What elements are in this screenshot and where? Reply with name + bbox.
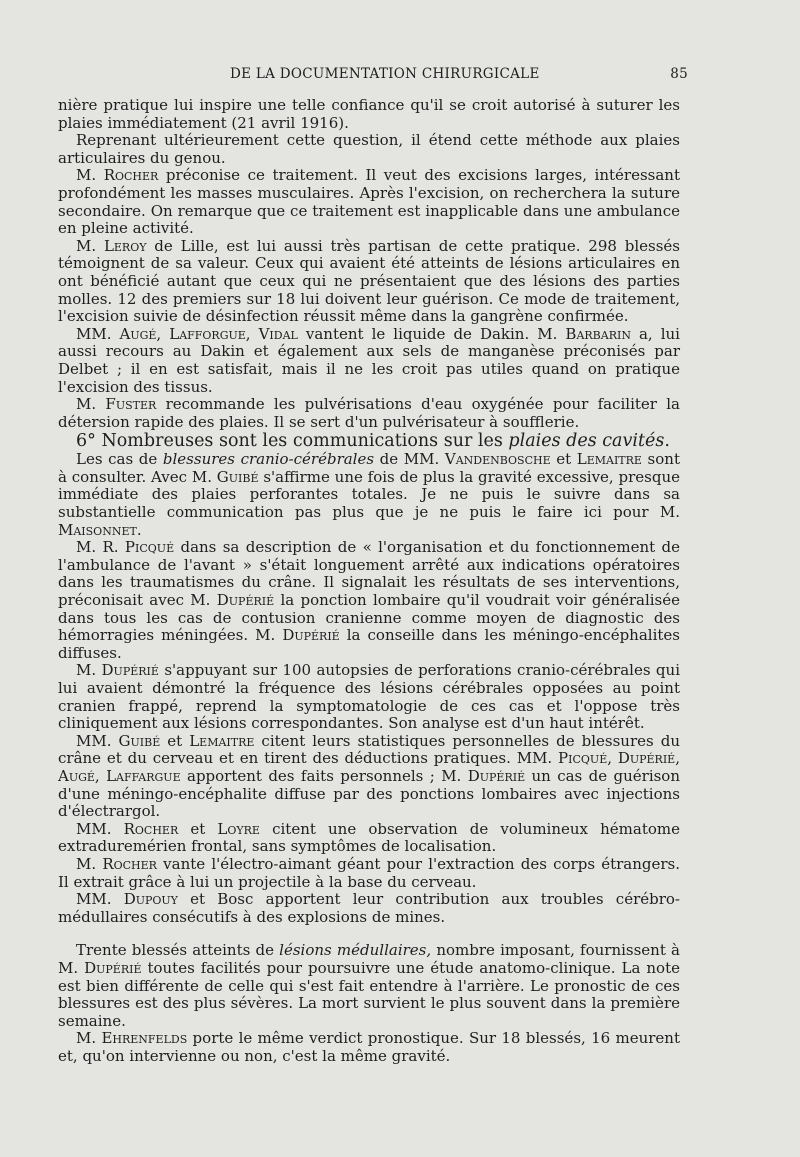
paragraph-text: nombre imposant, fournissent à M. xyxy=(58,941,680,977)
paragraph-text: M. xyxy=(76,1029,102,1048)
paragraph xyxy=(58,856,680,891)
author-name: Rocher xyxy=(102,854,157,873)
author-name: Picqué xyxy=(124,538,175,557)
author-name: Rocher xyxy=(123,819,179,838)
paragraph xyxy=(58,132,680,167)
paragraph-text: Trente blessés atteints de xyxy=(76,941,280,960)
paragraph-text: MM. xyxy=(76,890,124,909)
paragraph-text: porte le même verdict pronostique. Sur 18 blessés, 16 meurent et, qu'on intervienne ou non, c'est la même gravité. xyxy=(58,1029,680,1065)
paragraph-text: s'appuyant sur 100 autopsies de perforations cranio-cérébrales qui lui avaient démontré la fréquence des lésions cérébrales opposées au point cranien frappé, reprend la symptomatologie de ces cas et l'oppose très cliniquement aux lésions correspondantes. Son analyse est d'un haut intérêt. xyxy=(58,661,680,733)
paragraph-text: un cas de guérison d'une méningo-encéphalite diffuse par des ponctions lombaires avec injections d'électrargol. xyxy=(58,766,680,821)
paragraph-text: a, lui aussi recours au Dakin et également aux sels de manganèse préconisés par Delbet ; il en est satisfait, mais il ne les croit pas utiles quand on pratique l'excision des tissus. xyxy=(58,324,680,396)
paragraph-text: s'affirme une fois de plus la gravité excessive, presque immédiate des plaies perforantes totales. Je ne puis le suivre dans sa substantielle communication pas plus que je ne puis le faire ici pour M. xyxy=(58,467,680,522)
paragraph-text: toutes facilités pour poursuivre une étude anatomo-clinique. La note est bien différente de celle qui s'est fait entendre à l'arrière. Le pronostic de ces blessures est des plus sévères. La mort survient le plus souvent dans la première semaine. xyxy=(58,958,680,1030)
paragraph xyxy=(58,733,680,821)
author-name: Maisonnet xyxy=(58,520,137,539)
paragraph-text: de Lille, est lui aussi très partisan de cette pratique. 298 blessés témoignent de sa valeur. Ceux qui avaient été atteints de lésions articulaires en ont bénéficié autant que ceux qui ne présentaient que des lésions des parties molles. 12 des premiers sur 18 lui doivent leur guérison. Ce mode de traitement, l'excision suivie de désinfection réussit même dans la gangrène confirmée. xyxy=(58,236,680,326)
paragraph-text: nière pratique lui inspire une telle confiance qu'il se croit autorisé à suturer les plaies immédiatement (21 avril 1916). xyxy=(58,96,680,132)
paragraph-text: . xyxy=(136,520,142,539)
paragraph xyxy=(58,539,680,662)
author-name: M. Rocher xyxy=(76,166,159,185)
author-name: Lemaitre xyxy=(189,731,255,750)
paragraph-text: citent une observation de volumineux hématome extraduremérien frontal, sans symptômes de localisation. xyxy=(58,819,680,856)
italic-term: blessures cranio-cérébrales xyxy=(162,450,375,469)
paragraph-text: la conseille dans les méningo-encéphalites diffuses. xyxy=(58,626,680,662)
author-name: MM. Augé, Lafforgue, Vidal xyxy=(76,324,298,343)
paragraph-text: et xyxy=(178,819,218,838)
paragraph-text: citent leurs statistiques personnelles de blessures du crâne et du cerveau et en tirent des déductions pratiques. MM. xyxy=(58,731,680,768)
paragraph xyxy=(58,1030,680,1065)
author-name: Guibé xyxy=(118,731,161,750)
page-number: 85 xyxy=(670,66,688,82)
author-name: Loyre xyxy=(217,819,260,838)
heading-italic: plaies des cavités xyxy=(508,431,665,452)
body-text xyxy=(58,97,680,1065)
paragraph xyxy=(58,238,680,326)
author-name: Guibé xyxy=(216,467,259,486)
paragraph-text: Les cas de xyxy=(76,450,163,469)
paragraph-text: vante l'électro-aimant géant pour l'extraction des corps étrangers. Il extrait grâce à lui un projectile à la base du cerveau. xyxy=(58,854,680,891)
paragraph-text: préconise ce traitement. Il veut des excisions larges, intéressant profondément les masses musculaires. Après l'excision, on recherchera la suture secondaire. On remarque que ce traitement est inapplicable dans une ambulance en pleine activité. xyxy=(58,166,680,238)
paragraph xyxy=(58,167,680,237)
author-name: Ehrenfelds xyxy=(101,1029,188,1048)
heading-prefix: 6° Nombreuses sont les communications sur les xyxy=(76,431,509,452)
author-name: Lemaitre xyxy=(576,450,642,469)
paragraph-text: M. xyxy=(76,854,103,873)
paragraph-text: et Bosc apportent leur contribution aux troubles cérébro-médullaires consécutifs à des explosions de mines. xyxy=(58,890,680,926)
paragraph-gap xyxy=(58,926,680,942)
paragraph-text: de MM. xyxy=(374,450,445,469)
paragraph xyxy=(58,662,680,732)
paragraph-text: recommande les pulvérisations d'eau oxygénée pour faciliter la détersion rapide des plaies. Il se sert d'un pulvérisateur à soufflerie. xyxy=(58,395,680,431)
paragraph-text: MM. xyxy=(76,819,124,838)
author-name: Dupérié xyxy=(84,958,142,977)
paragraph xyxy=(58,891,680,926)
paragraph xyxy=(58,97,680,132)
paragraph-text: la ponction lombaire qu'il voudrait voir généralisée dans tous les cas de contusion cranienne comme moyen de diagnostic des hémorragies méningées. M. xyxy=(58,591,680,645)
author-name: Dupérié xyxy=(282,626,340,645)
paragraph-text: Reprenant ultérieurement cette question, il étend cette méthode aux plaies articulaires du genou. xyxy=(58,131,680,167)
author-name: M. Leroy xyxy=(76,236,147,255)
author-name: Picqué, Dupérié, Augé, Laffargue xyxy=(58,749,680,785)
paragraph-text: M. R. xyxy=(76,538,125,557)
author-name: M. Dupérié xyxy=(76,661,159,680)
paragraph-text: et xyxy=(550,450,577,469)
paragraph-text: apportent des faits personnels ; M. xyxy=(180,766,468,785)
author-name: M. Fuster xyxy=(76,395,157,414)
paragraph xyxy=(58,396,680,431)
author-name: Dupouy xyxy=(123,890,178,909)
paragraph-text: MM. xyxy=(76,731,119,750)
paragraph-text: et xyxy=(160,731,190,750)
author-name: Vandenbosche xyxy=(444,450,551,469)
paragraph xyxy=(58,451,680,539)
italic-term: lésions médullaires, xyxy=(279,941,432,960)
author-name: Dupérié xyxy=(216,591,275,610)
paragraph xyxy=(58,326,680,396)
section-heading xyxy=(58,431,680,451)
running-head-title: DE LA DOCUMENTATION CHIRURGICALE xyxy=(230,66,540,82)
paragraph-text: dans sa description de « l'organisation et du fonctionnement de l'ambulance de l'avant » s'était longuement arrêté aux indications opératoires dans les traumatismes du crâne. Il signalait les résultats de ses interventions, préconisait avec M. xyxy=(58,538,680,610)
paragraph-text: sont à consulter. Avec M. xyxy=(58,450,680,486)
heading-suffix: . xyxy=(664,431,670,452)
paragraph xyxy=(58,942,680,1030)
paragraph-text: vantent le liquide de Dakin. M. xyxy=(297,324,566,343)
author-name: Dupérié xyxy=(467,766,526,785)
author-name: Barbarin xyxy=(565,324,631,343)
paragraph xyxy=(58,821,680,856)
